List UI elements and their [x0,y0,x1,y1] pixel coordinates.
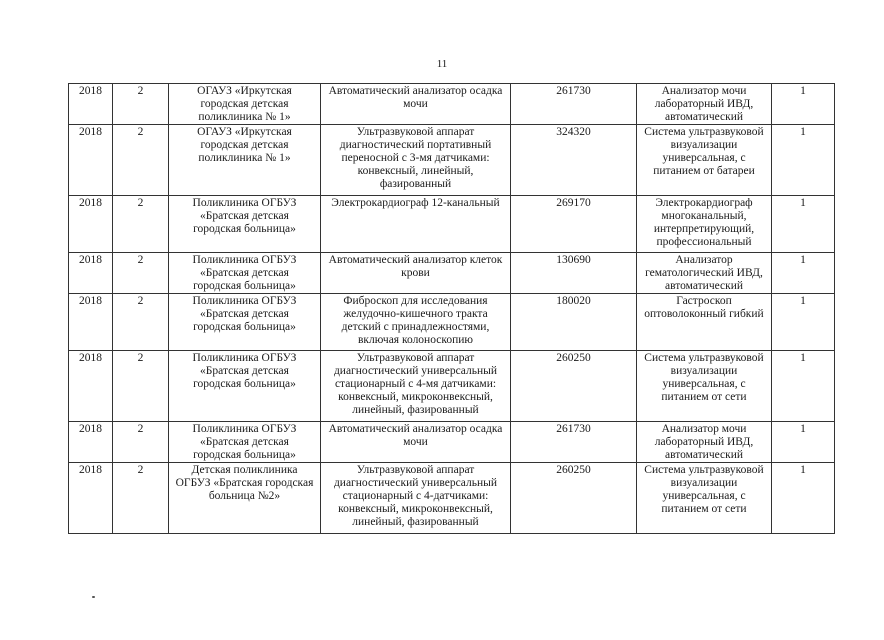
quantity-cell: 1 [772,125,835,196]
year-cell: 2018 [69,463,113,534]
institution-cell: ОГАУЗ «Иркутская городская детская поликлиника № 1» [169,125,321,196]
quantity-cell: 1 [772,84,835,125]
quarter-cell: 2 [113,463,169,534]
equipment-cell: Ультразвуковой аппарат диагностический универсальный стационарный с 4-датчиками: конвексный, микроконвексный, линейный, фазированный [321,463,511,534]
table-row [69,196,835,253]
year-cell: 2018 [69,125,113,196]
quarter-cell: 2 [113,84,169,125]
table-row [69,84,835,125]
equipment-cell: Ультразвуковой аппарат диагностический универсальный стационарный с 4-мя датчиками: конвексный, микроконвексный, линейный, фазированный [321,351,511,422]
code-cell: 261730 [511,84,637,125]
quantity-cell: 1 [772,196,835,253]
equipment-cell: Автоматический анализатор клеток крови [321,253,511,294]
year-cell: 2018 [69,351,113,422]
classification-cell: Система ультразвуковой визуализации универсальная, с питанием от сети [637,463,772,534]
code-cell: 180020 [511,294,637,351]
classification-cell: Система ультразвуковой визуализации универсальная, с питанием от батареи [637,125,772,196]
code-cell: 261730 [511,422,637,463]
year-cell: 2018 [69,84,113,125]
quarter-cell: 2 [113,294,169,351]
scan-speck [92,596,95,598]
equipment-cell: Автоматический анализатор осадка мочи [321,84,511,125]
institution-cell: Поликлиника ОГБУЗ «Братская детская городская больница» [169,294,321,351]
institution-cell: Поликлиника ОГБУЗ «Братская детская городская больница» [169,196,321,253]
classification-cell: Анализатор мочи лабораторный ИВД, автоматический [637,84,772,125]
year-cell: 2018 [69,422,113,463]
institution-cell: Детская поликлиника ОГБУЗ «Братская городская больница №2» [169,463,321,534]
institution-cell: Поликлиника ОГБУЗ «Братская детская городская больница» [169,253,321,294]
table-row [69,253,835,294]
table-row [69,351,835,422]
table-row [69,422,835,463]
code-cell: 324320 [511,125,637,196]
classification-cell: Система ультразвуковой визуализации универсальная, с питанием от сети [637,351,772,422]
classification-cell: Анализатор гематологический ИВД, автоматический [637,253,772,294]
quantity-cell: 1 [772,253,835,294]
institution-cell: Поликлиника ОГБУЗ «Братская детская городская больница» [169,351,321,422]
quantity-cell: 1 [772,463,835,534]
year-cell: 2018 [69,294,113,351]
quantity-cell: 1 [772,351,835,422]
code-cell: 269170 [511,196,637,253]
code-cell: 260250 [511,351,637,422]
quarter-cell: 2 [113,125,169,196]
classification-cell: Электрокардиограф многоканальный, интерпретирующий, профессиональный [637,196,772,253]
institution-cell: Поликлиника ОГБУЗ «Братская детская городская больница» [169,422,321,463]
classification-cell: Анализатор мочи лабораторный ИВД, автоматический [637,422,772,463]
quarter-cell: 2 [113,196,169,253]
equipment-cell: Фиброскоп для исследования желудочно-кишечного тракта детский с принадлежностями, включая колоноскопию [321,294,511,351]
table-row [69,125,835,196]
quantity-cell: 1 [772,294,835,351]
code-cell: 260250 [511,463,637,534]
table-row [69,463,835,534]
year-cell: 2018 [69,196,113,253]
quantity-cell: 1 [772,422,835,463]
code-cell: 130690 [511,253,637,294]
equipment-cell: Ультразвуковой аппарат диагностический портативный переносной с 3-мя датчиками: конвексный, линейный, фазированный [321,125,511,196]
page-number: 11 [436,58,448,70]
equipment-cell: Электрокардиограф 12-канальный [321,196,511,253]
classification-cell: Гастроскоп оптоволоконный гибкий [637,294,772,351]
institution-cell: ОГАУЗ «Иркутская городская детская поликлиника № 1» [169,84,321,125]
quarter-cell: 2 [113,351,169,422]
equipment-table [68,83,835,534]
year-cell: 2018 [69,253,113,294]
quarter-cell: 2 [113,422,169,463]
equipment-cell: Автоматический анализатор осадка мочи [321,422,511,463]
table-row [69,294,835,351]
quarter-cell: 2 [113,253,169,294]
